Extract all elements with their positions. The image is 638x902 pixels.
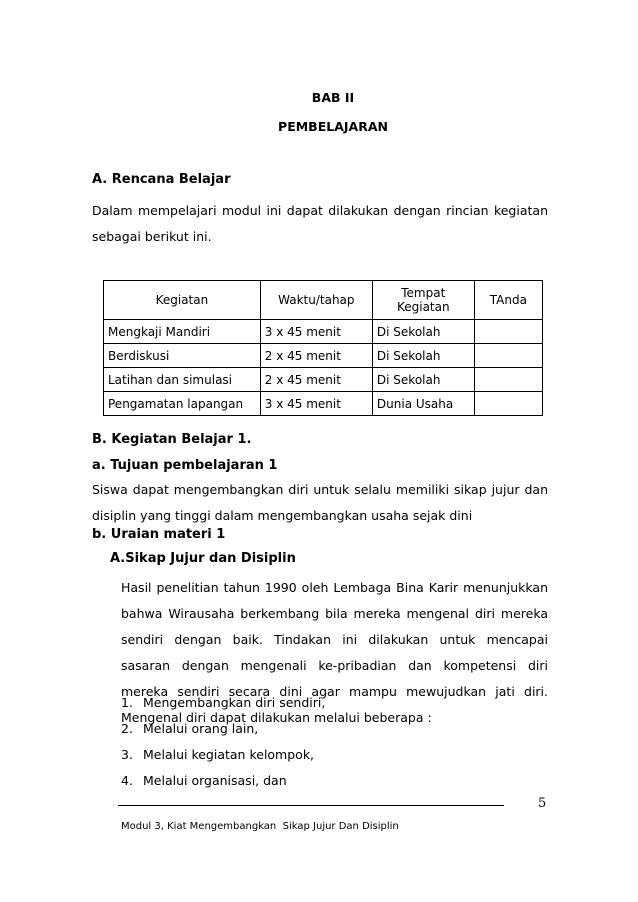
table-cell xyxy=(474,320,542,344)
list-number: 3. xyxy=(121,747,133,762)
table-cell: Pengamatan lapangan xyxy=(104,392,261,416)
table-header-cell: Waktu/tahap xyxy=(260,281,372,320)
footer-divider xyxy=(118,805,504,806)
table-header-cell: Kegiatan xyxy=(104,281,261,320)
table-cell: 2 x 45 menit xyxy=(260,344,372,368)
table-cell: 3 x 45 menit xyxy=(260,392,372,416)
table-row xyxy=(104,344,543,368)
table-cell: Di Sekolah xyxy=(372,344,474,368)
list-text: Melalui orang lain, xyxy=(143,721,259,736)
list-item xyxy=(121,716,325,742)
section-a-heading: A. Rencana Belajar xyxy=(92,172,231,187)
list-text: Melalui organisasi, dan xyxy=(143,773,287,788)
table-cell: Berdiskusi xyxy=(104,344,261,368)
table-row xyxy=(104,320,543,344)
table-header-cell: Tempat Kegiatan xyxy=(372,281,474,320)
table-row xyxy=(104,392,543,416)
list-item xyxy=(121,768,325,794)
table-cell xyxy=(474,368,542,392)
table-header-cell: TAnda xyxy=(474,281,542,320)
table-cell: Di Sekolah xyxy=(372,368,474,392)
goal-text: Siswa dapat mengembangkan diri untuk selalu memiliki sikap jujur dan disiplin yang tinggi dalam mengembangkan usaha sejak dini xyxy=(92,482,548,523)
table-header-row xyxy=(104,281,543,320)
list-number: 1. xyxy=(121,695,133,710)
table-cell: Dunia Usaha xyxy=(372,392,474,416)
list-text: Melalui kegiatan kelompok, xyxy=(143,747,315,762)
table-cell: 3 x 45 menit xyxy=(260,320,372,344)
table-cell: Latihan dan simulasi xyxy=(104,368,261,392)
goal-heading: a. Tujuan pembelajaran 1 xyxy=(92,458,278,473)
section-b-heading: B. Kegiatan Belajar 1. xyxy=(92,432,252,447)
table-cell: Di Sekolah xyxy=(372,320,474,344)
table-cell: 2 x 45 menit xyxy=(260,368,372,392)
table-cell: Mengkaji Mandiri xyxy=(104,320,261,344)
subheading: A.Sikap Jujur dan Disiplin xyxy=(110,551,296,566)
list-number: 4. xyxy=(121,773,133,788)
table-cell xyxy=(474,392,542,416)
chapter-title: PEMBELAJARAN xyxy=(278,119,388,134)
activity-table xyxy=(103,280,543,416)
material-heading: b. Uraian materi 1 xyxy=(92,527,226,542)
section-a-intro: Dalam mempelajari modul ini dapat dilakukan dengan rincian kegiatan sebagai berikut ini. xyxy=(92,203,548,244)
list-item xyxy=(121,742,325,768)
body-paragraph: Hasil penelitian tahun 1990 oleh Lembaga Bina Karir menunjukkan bahwa Wirausaha berkembang bila mereka mengenal diri mereka sendiri dengan baik. Tindakan ini dilakukan untuk mencapai sasaran dengan mengenali ke-pribadian dan kompetensi diri mereka sendiri secara dini agar mampu mewujudkan jati diri. Mengenal diri dapat dilakukan melalui beberapa : xyxy=(121,580,548,725)
page-number: 5 xyxy=(538,796,547,811)
footer-text: Modul 3, Kiat Mengembangkan Sikap Jujur Dan Disiplin xyxy=(121,821,399,832)
list-text: Mengembangkan diri sendiri, xyxy=(143,695,326,710)
method-list xyxy=(121,690,325,794)
list-item xyxy=(121,690,325,716)
list-number: 2. xyxy=(121,721,133,736)
table-row xyxy=(104,368,543,392)
chapter-number: BAB II xyxy=(311,90,355,105)
table-cell xyxy=(474,344,542,368)
